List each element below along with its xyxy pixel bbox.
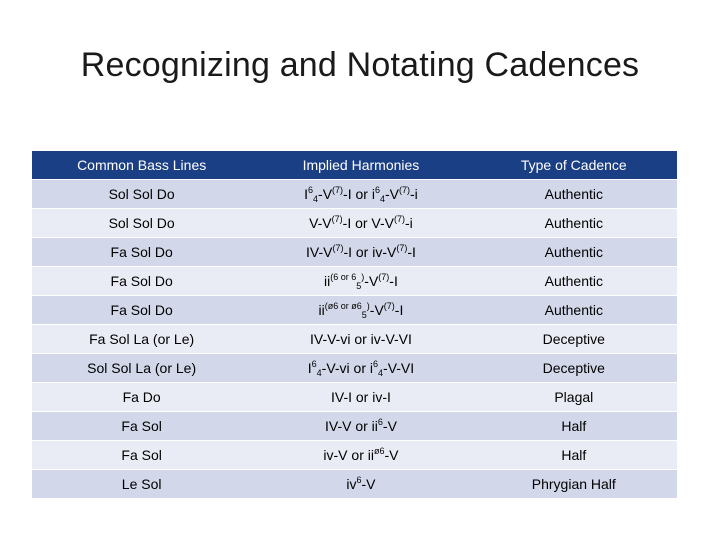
harmony-text: -V [369, 302, 384, 318]
harmony-text: -V [361, 476, 376, 492]
table-row [32, 209, 677, 237]
table-row [32, 267, 677, 295]
table-row [32, 412, 677, 440]
harmony-text: -V [364, 273, 379, 289]
harmony-subscript: 5 [356, 281, 362, 291]
implied-harmony-cell [251, 470, 470, 498]
cadence-type-cell: Deceptive [471, 325, 677, 353]
table-row [32, 354, 677, 382]
implied-harmony-cell [251, 296, 470, 324]
harmony-superscript: (7) [332, 243, 344, 253]
slide-title: Recognizing and Notating Cadences [80, 46, 640, 84]
header-implied-harmonies: Implied Harmonies [251, 151, 470, 179]
bass-line-cell: Sol Sol La (or Le) [32, 354, 251, 382]
harmony-text: ii [324, 273, 331, 289]
harmony-superscript: ø6 [373, 446, 385, 456]
harmony-superscript: (7) [332, 185, 344, 195]
implied-harmony-cell [251, 354, 470, 382]
harmony-subscript: 4 [313, 194, 319, 204]
harmony-text: -I [407, 244, 416, 260]
harmony-superscript: (7) [396, 243, 408, 253]
cadence-type-cell: Plagal [471, 383, 677, 411]
harmony-superscript: (ø6 or ø6 [324, 301, 362, 311]
harmony-text: -I [389, 273, 398, 289]
harmony-text: iv [346, 476, 357, 492]
implied-harmony-cell [251, 325, 470, 353]
implied-harmony-cell [251, 383, 470, 411]
cadence-table [32, 150, 677, 499]
table-row [32, 383, 677, 411]
bass-line-cell: Fa Sol Do [32, 267, 251, 295]
implied-harmony-cell [251, 267, 470, 295]
cadence-type-cell: Half [471, 441, 677, 469]
harmony-text: -I [394, 302, 404, 318]
harmony-text: IV-I or iv-I [330, 389, 391, 405]
cadence-type-cell: Phrygian Half [471, 470, 677, 498]
harmony-text: IV-V or ii [324, 418, 378, 434]
table-row [32, 441, 677, 469]
bass-line-cell: Fa Do [32, 383, 251, 411]
harmony-superscript: 6 [308, 185, 314, 195]
harmony-superscript: 6 [374, 185, 380, 195]
header-cadence-type: Type of Cadence [471, 151, 677, 179]
harmony-superscript: 6 [377, 417, 383, 427]
implied-harmony-cell [251, 180, 470, 208]
implied-harmony-cell [251, 209, 470, 237]
harmony-subscript: 5 [361, 310, 367, 320]
harmony-superscript: (7) [331, 214, 343, 224]
bass-line-cell: Sol Sol Do [32, 209, 251, 237]
table-row [32, 470, 677, 498]
implied-harmony-cell [251, 238, 470, 266]
bass-line-cell: Sol Sol Do [32, 180, 251, 208]
harmony-superscript: (7) [383, 301, 395, 311]
harmony-subscript: 4 [379, 194, 385, 204]
harmony-subscript: 4 [316, 368, 322, 378]
harmony-superscript: 6 [356, 475, 362, 485]
harmony-text: V-V [309, 215, 332, 231]
bass-line-cell: Fa Sol [32, 412, 251, 440]
cadence-type-cell: Authentic [471, 238, 677, 266]
harmony-text: -V [384, 186, 399, 202]
bass-line-cell: Fa Sol [32, 441, 251, 469]
bass-line-cell: Fa Sol La (or Le) [32, 325, 251, 353]
harmony-superscript: ) [361, 272, 365, 282]
harmony-text: -V [384, 447, 399, 463]
table-body [32, 180, 677, 498]
harmony-superscript: (7) [394, 214, 406, 224]
harmony-text: -V-vi or i [321, 360, 373, 376]
harmony-text: -V [382, 418, 397, 434]
bass-line-cell: Fa Sol Do [32, 238, 251, 266]
harmony-superscript: ) [366, 301, 370, 311]
table-row [32, 238, 677, 266]
harmony-text: -V-VI [383, 360, 415, 376]
harmony-text: -i [409, 186, 418, 202]
harmony-text: IV-V-vi or iv-V-VI [309, 331, 412, 347]
harmony-superscript: (6 or 6 [330, 272, 357, 282]
implied-harmony-cell [251, 412, 470, 440]
harmony-text: -I or V-V [342, 215, 395, 231]
header-bass-lines: Common Bass Lines [32, 151, 251, 179]
harmony-text: iv-V or ii [323, 447, 374, 463]
harmony-superscript: 6 [373, 359, 379, 369]
bass-line-cell: Le Sol [32, 470, 251, 498]
harmony-text: I [307, 360, 312, 376]
table-row [32, 325, 677, 353]
cadence-type-cell: Deceptive [471, 354, 677, 382]
table-header-row [32, 151, 677, 179]
cadence-type-cell: Authentic [471, 180, 677, 208]
harmony-subscript: 4 [378, 368, 384, 378]
implied-harmony-cell [251, 441, 470, 469]
harmony-text: -I or iv-V [343, 244, 397, 260]
harmony-text: ii [318, 302, 325, 318]
harmony-superscript: (7) [378, 272, 390, 282]
harmony-superscript: (7) [398, 185, 410, 195]
cadence-type-cell: Authentic [471, 267, 677, 295]
table-row [32, 296, 677, 324]
harmony-text: -i [405, 215, 413, 231]
cadence-type-cell: Authentic [471, 209, 677, 237]
harmony-text: -I or i [343, 186, 375, 202]
bass-line-cell: Fa Sol Do [32, 296, 251, 324]
harmony-superscript: 6 [311, 359, 317, 369]
table-row [32, 180, 677, 208]
cadence-type-cell: Authentic [471, 296, 677, 324]
harmony-text: -V [318, 186, 333, 202]
cadence-type-cell: Half [471, 412, 677, 440]
harmony-text: IV-V [305, 244, 333, 260]
harmony-text: I [304, 186, 309, 202]
